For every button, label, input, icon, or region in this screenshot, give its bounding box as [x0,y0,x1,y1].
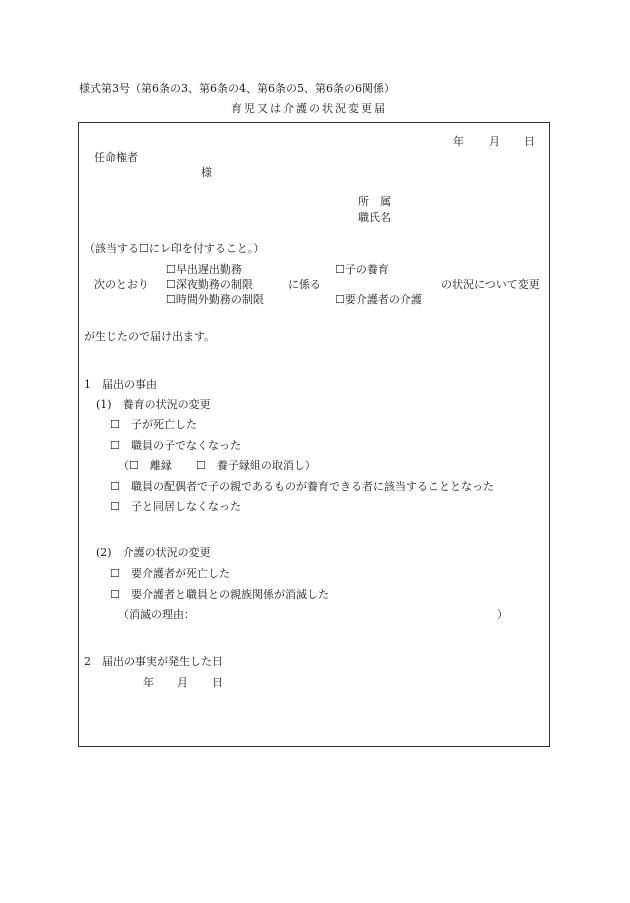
reason-close-paren: ） [497,608,508,621]
section2-heading: 2 届出の事実が発生した日 [84,655,223,668]
item-no-longer-child: 職員の子でなくなった [131,439,241,452]
reason-dissolution[interactable]: （☐ 離縁 [118,459,172,472]
item-spouse-can-care: 職員の配偶者で子の親であるものが養育できる者に該当することとなった [131,480,494,493]
date-day-label: 日 [524,135,535,148]
instruction-text: （該当する☐にレ印を付すること。） [84,242,265,255]
occurrence-day-label: 日 [212,676,223,689]
section1-sub1-heading: (1) 養育の状況の変更 [96,398,211,411]
checkbox-care-recipient-died[interactable] [110,568,120,579]
addressee-label: 任命権者 [94,151,138,164]
statement-closing: が生じたので届け出ます。 [84,330,216,343]
checkbox-relation-ended[interactable] [110,589,120,600]
addressee-honorific: 様 [201,166,212,179]
occurrence-year-label: 年 [143,676,154,689]
item-child-died: 子が死亡した [131,418,197,431]
statement-prefix: 次のとおり [94,278,149,291]
form-number: 様式第3号（第6条の3、第6条の4、第6条の5、第6条の6関係） [79,82,395,95]
item-no-cohabitation: 子と同居しなくなった [131,500,241,513]
occurrence-month-label: 月 [177,676,188,689]
option-family-care[interactable]: ☐要介護者の介護 [335,293,422,306]
affiliation-label: 所 属 [358,195,391,208]
date-year-label: 年 [453,135,464,148]
checkbox-spouse-can-care[interactable] [110,481,120,492]
reason-adoption-cancel[interactable]: ☐ 養子縁組の取消し） [196,459,316,472]
option-child-care[interactable]: ☐子の養育 [335,263,389,276]
checkbox-no-longer-child[interactable] [110,440,120,451]
reason-label: （消滅の理由： [118,608,195,621]
item-relation-ended: 要介護者と職員との親族関係が消滅した [131,588,329,601]
name-label: 職氏名 [358,211,391,224]
statement-connector: に係る [288,278,321,291]
statement-suffix: の状況について変更 [441,278,540,291]
form-box [78,122,550,747]
option-overtime-limit[interactable]: ☐時間外勤務の制限 [166,293,264,306]
checkbox-no-cohabitation[interactable] [110,501,120,512]
section1-sub2-heading: (2) 介護の状況の変更 [96,546,211,559]
form-title: 育児又は介護の状況変更届 [231,102,387,115]
item-care-recipient-died: 要介護者が死亡した [131,567,230,580]
date-month-label: 月 [489,135,500,148]
section1-heading: 1 届出の事由 [84,378,157,391]
option-early-late-shift[interactable]: ☐早出遅出勤務 [166,263,242,276]
checkbox-child-died[interactable] [110,419,120,430]
option-night-work-limit[interactable]: ☐深夜勤務の制限 [166,278,253,291]
